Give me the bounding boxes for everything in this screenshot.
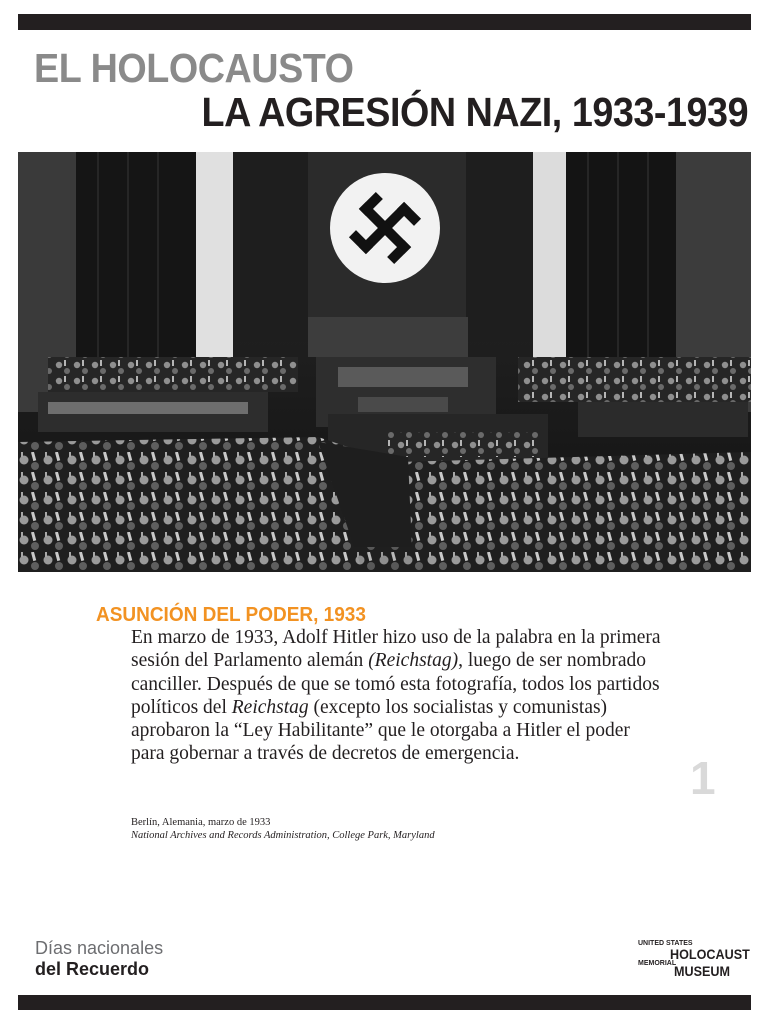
footer-line-1: Días nacionales bbox=[35, 938, 164, 958]
museum-logo bbox=[638, 938, 750, 982]
logo-memorial: MEMORIAL bbox=[638, 960, 677, 967]
section-heading: ASUNCIÓN DEL PODER, 1933 bbox=[96, 604, 366, 626]
footer-title bbox=[35, 938, 163, 980]
body-text-part-3: (excepto los socialistas y comunistas) aprobaron la “Ley Habilitante” que le otorgaba a Hitler el poder para gobernar a través de decretos de emergencia. bbox=[131, 696, 630, 765]
caption-source: National Archives and Records Administration, College Park, Maryland bbox=[131, 830, 435, 841]
top-rule bbox=[18, 14, 751, 30]
logo-museum: MUSEUM bbox=[674, 963, 731, 979]
logo-united-states: UNITED STATES bbox=[638, 940, 693, 947]
body-paragraph bbox=[131, 626, 661, 766]
reichstag-photo bbox=[18, 152, 751, 572]
title-line-2: LA AGRESIÓN NAZI, 1933-1939 bbox=[201, 89, 748, 135]
caption-location: Berlín, Alemania, marzo de 1933 bbox=[131, 817, 271, 828]
body-text-part-1: En marzo de 1933, Adolf Hitler hizo uso de la palabra en la primera sesión del Parlamento alemán bbox=[131, 627, 661, 672]
body-italic-reichstag-1: (Reichstag) bbox=[368, 650, 459, 672]
body-italic-reichstag-2: Reichstag bbox=[231, 696, 309, 718]
footer-line-2: del Recuerdo bbox=[35, 959, 150, 979]
title-line-1: EL HOLOCAUSTO bbox=[34, 45, 354, 91]
body-text-part-2: , luego de ser nombrado canciller. Después de que se tomó esta fotografía, todos los partidos políticos del bbox=[131, 650, 660, 718]
bottom-rule bbox=[18, 995, 751, 1010]
logo-holocaust: HOLOCAUST bbox=[670, 946, 750, 962]
page-number: 1 bbox=[690, 752, 716, 804]
